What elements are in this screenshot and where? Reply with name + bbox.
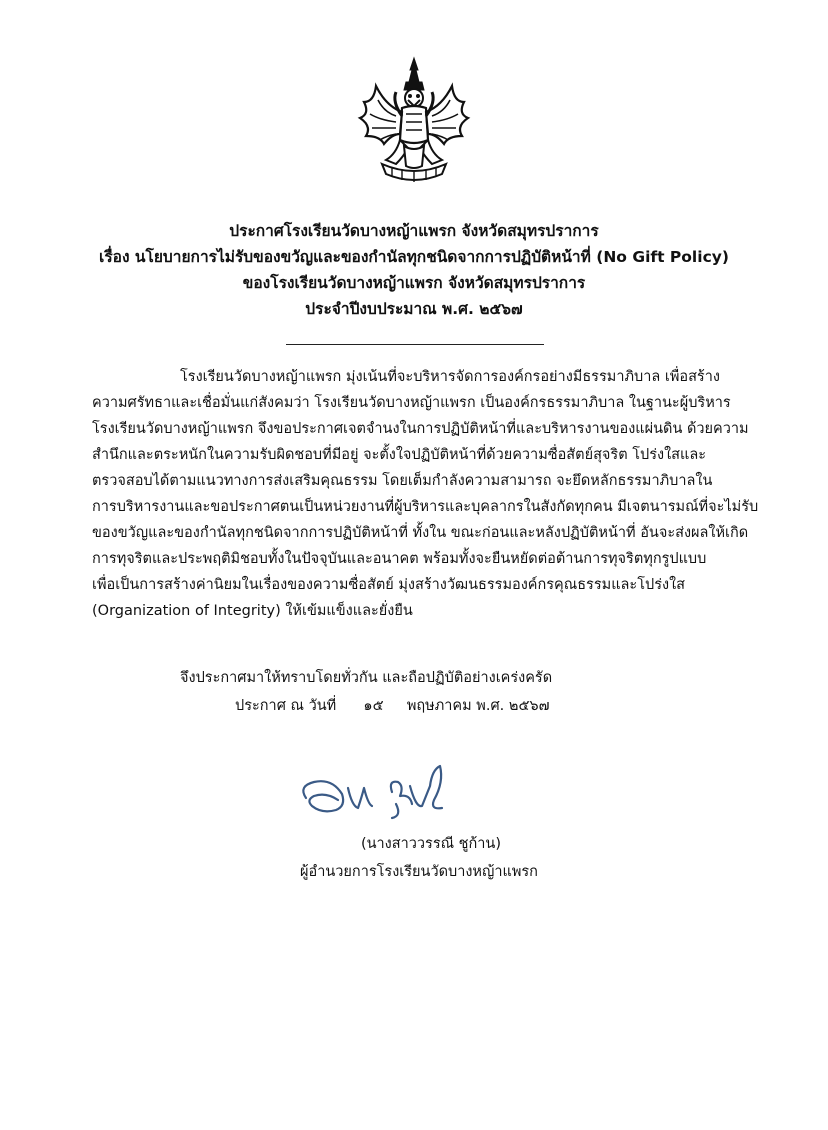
body-line: โรงเรียนวัดบางหญ้าแพรก จึงขอประกาศเจตจำนงในการปฏิบัติหน้าที่และบริหารงานของแผ่นดิน ด้วยความ — [92, 421, 749, 437]
garuda-emblem-icon — [356, 56, 472, 188]
body-line: สำนึกและตระหนักในความรับผิดชอบที่มีอยู่ จะตั้งใจปฏิบัติหน้าที่ด้วยความซื่อสัตย์สุจริต โปร่งใสและ — [92, 447, 707, 463]
body-line: ตรวจสอบได้ตามแนวทางการส่งเสริมคุณธรรม โดยเต็มกำลังความสามารถ จะยึดหลักธรรมาภิบาลใน — [92, 473, 713, 489]
signer-name: (นางสาววรรณี ชูก้าน) — [360, 836, 502, 852]
header-line-2: เรื่อง นโยบายการไม่รับของขวัญและของกำนัลทุกชนิดจากการปฏิบัติหน้าที่ (No Gift Policy) — [99, 248, 729, 266]
signer-block — [0, 830, 828, 886]
header-line-1: ประกาศโรงเรียนวัดบางหญ้าแพรก จังหวัดสมุทรปราการ — [229, 222, 599, 240]
date-month-year: พฤษภาคม พ.ศ. ๒๕๖๗ — [406, 698, 550, 714]
announcement-header — [0, 218, 828, 322]
closing-section — [180, 664, 552, 720]
body-line: โรงเรียนวัดบางหญ้าแพรก มุ่งเน้นที่จะบริหารจัดการองค์กรอย่างมีธรรมาภิบาล เพื่อสร้าง — [180, 369, 720, 385]
date-prefix: ประกาศ ณ วันที่ — [235, 698, 337, 714]
body-line: การทุจริตและประพฤติมิชอบทั้งในปัจจุบันและอนาคต พร้อมทั้งจะยืนหยัดต่อต้านการทุจริตทุกรูปแบบ — [92, 551, 707, 567]
header-line-4: ประจำปีงบประมาณ พ.ศ. ๒๕๖๗ — [305, 300, 523, 318]
header-divider — [286, 344, 544, 345]
body-line: ของขวัญและของกำนัลทุกชนิดจากการปฏิบัติหน้าที่ ทั้งใน ขณะก่อนและหลังปฏิบัติหน้าที่ อันจะส่งผลให้เกิด — [92, 525, 749, 541]
header-line-3: ของโรงเรียนวัดบางหญ้าแพรก จังหวัดสมุทรปราการ — [242, 274, 586, 292]
body-line: ความศรัทธาและเชื่อมั่นแก่สังคมว่า โรงเรียนวัดบางหญ้าแพรก เป็นองค์กรธรรมาภิบาล ในฐานะผู้บริหาร — [92, 395, 731, 411]
signer-title: ผู้อำนวยการโรงเรียนวัดบางหญ้าแพรก — [300, 864, 538, 880]
body-line: (Organization of Integrity) ให้เข้มแข็งและยั่งยืน — [92, 603, 413, 619]
date-day: ๑๕ — [363, 698, 384, 714]
announcement-body — [92, 364, 792, 624]
body-line: เพื่อเป็นการสร้างค่านิยมในเรื่องของความซื่อสัตย์ มุ่งสร้างวัฒนธรรมองค์กรคุณธรรมและโปร่งใส — [92, 577, 685, 593]
announcement-date — [180, 692, 552, 720]
body-line: การบริหารงานและขอประกาศตนเป็นหน่วยงานที่ผู้บริหารและบุคลากรในสังกัดทุกคน มีเจตนารมณ์ที่จะไม่รับ — [92, 499, 759, 515]
closing-statement: จึงประกาศมาให้ทราบโดยทั่วกัน และถือปฏิบัติอย่างเคร่งครัด — [180, 670, 553, 686]
handwritten-signature — [292, 756, 462, 826]
